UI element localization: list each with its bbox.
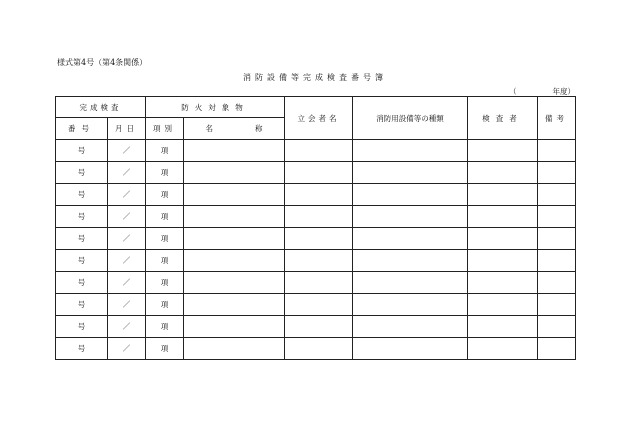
row-category-cell[interactable]: 項 xyxy=(146,338,184,360)
row-date-cell[interactable]: ／ xyxy=(108,184,146,206)
row-inspector-cell[interactable] xyxy=(468,184,538,206)
table-row xyxy=(56,184,576,206)
row-equipment-type-cell[interactable] xyxy=(353,316,468,338)
row-witness-cell[interactable] xyxy=(285,206,353,228)
row-equipment-type-cell[interactable] xyxy=(353,250,468,272)
header-equipment-type: 消防用設備等の種類 xyxy=(353,97,468,140)
table-row xyxy=(56,140,576,162)
row-name-cell[interactable] xyxy=(184,294,285,316)
row-equipment-type-cell[interactable] xyxy=(353,338,468,360)
row-number-cell[interactable]: 号 xyxy=(56,140,108,162)
row-date-cell[interactable]: ／ xyxy=(108,272,146,294)
table-row xyxy=(56,316,576,338)
row-category-cell[interactable]: 項 xyxy=(146,206,184,228)
header-name xyxy=(184,118,285,140)
row-equipment-type-cell[interactable] xyxy=(353,206,468,228)
table-row xyxy=(56,294,576,316)
row-witness-cell[interactable] xyxy=(285,294,353,316)
row-category-cell[interactable]: 項 xyxy=(146,272,184,294)
row-number-cell[interactable]: 号 xyxy=(56,316,108,338)
row-witness-cell[interactable] xyxy=(285,184,353,206)
row-inspector-cell[interactable] xyxy=(468,294,538,316)
row-equipment-type-cell[interactable] xyxy=(353,228,468,250)
row-equipment-type-cell[interactable] xyxy=(353,184,468,206)
table-row xyxy=(56,250,576,272)
row-category-cell[interactable]: 項 xyxy=(146,316,184,338)
row-witness-cell[interactable] xyxy=(285,228,353,250)
row-inspector-cell[interactable] xyxy=(468,140,538,162)
row-number-cell[interactable]: 号 xyxy=(56,206,108,228)
row-name-cell[interactable] xyxy=(184,140,285,162)
table-row xyxy=(56,338,576,360)
header-category: 項別 xyxy=(146,118,184,140)
row-equipment-type-cell[interactable] xyxy=(353,162,468,184)
row-witness-cell[interactable] xyxy=(285,316,353,338)
row-category-cell[interactable]: 項 xyxy=(146,250,184,272)
row-number-cell[interactable]: 号 xyxy=(56,294,108,316)
row-inspector-cell[interactable] xyxy=(468,206,538,228)
row-remarks-cell[interactable] xyxy=(538,184,576,206)
row-remarks-cell[interactable] xyxy=(538,228,576,250)
row-name-cell[interactable] xyxy=(184,162,285,184)
row-remarks-cell[interactable] xyxy=(538,294,576,316)
row-remarks-cell[interactable] xyxy=(538,162,576,184)
header-witness: 立会者名 xyxy=(285,97,353,140)
row-number-cell[interactable]: 号 xyxy=(56,184,108,206)
row-number-cell[interactable]: 号 xyxy=(56,272,108,294)
row-remarks-cell[interactable] xyxy=(538,316,576,338)
header-date: 月日 xyxy=(108,118,146,140)
row-category-cell[interactable]: 項 xyxy=(146,140,184,162)
row-category-cell[interactable]: 項 xyxy=(146,162,184,184)
table-row xyxy=(56,206,576,228)
row-date-cell[interactable]: ／ xyxy=(108,162,146,184)
row-category-cell[interactable]: 項 xyxy=(146,184,184,206)
row-equipment-type-cell[interactable] xyxy=(353,140,468,162)
row-remarks-cell[interactable] xyxy=(538,338,576,360)
row-date-cell[interactable]: ／ xyxy=(108,338,146,360)
row-category-cell[interactable]: 項 xyxy=(146,294,184,316)
row-remarks-cell[interactable] xyxy=(538,250,576,272)
row-witness-cell[interactable] xyxy=(285,250,353,272)
header-fire-object: 防火対象物 xyxy=(146,97,285,118)
table-row xyxy=(56,228,576,250)
row-number-cell[interactable]: 号 xyxy=(56,228,108,250)
form-number-label: 様式第4号（第4条関係） xyxy=(57,58,148,67)
register-body xyxy=(56,140,576,360)
row-name-cell[interactable] xyxy=(184,228,285,250)
header-inspector: 検査者 xyxy=(468,97,538,140)
table-row xyxy=(56,162,576,184)
row-number-cell[interactable]: 号 xyxy=(56,162,108,184)
table-row xyxy=(56,272,576,294)
row-inspector-cell[interactable] xyxy=(468,162,538,184)
row-remarks-cell[interactable] xyxy=(538,140,576,162)
row-name-cell[interactable] xyxy=(184,250,285,272)
row-inspector-cell[interactable] xyxy=(468,250,538,272)
row-date-cell[interactable]: ／ xyxy=(108,294,146,316)
row-witness-cell[interactable] xyxy=(285,162,353,184)
header-name-second-char: 称 xyxy=(255,124,263,133)
row-name-cell[interactable] xyxy=(184,206,285,228)
row-date-cell[interactable]: ／ xyxy=(108,316,146,338)
row-inspector-cell[interactable] xyxy=(468,316,538,338)
header-number: 番号 xyxy=(56,118,108,140)
row-witness-cell[interactable] xyxy=(285,338,353,360)
row-witness-cell[interactable] xyxy=(285,140,353,162)
row-name-cell[interactable] xyxy=(184,338,285,360)
row-category-cell[interactable]: 項 xyxy=(146,228,184,250)
row-number-cell[interactable]: 号 xyxy=(56,338,108,360)
inspection-register-table xyxy=(55,96,576,360)
row-witness-cell[interactable] xyxy=(285,272,353,294)
row-name-cell[interactable] xyxy=(184,272,285,294)
row-number-cell[interactable]: 号 xyxy=(56,250,108,272)
page-title: 消防設備等完成検査番号簿 xyxy=(243,73,387,82)
row-inspector-cell[interactable] xyxy=(468,272,538,294)
year-open-paren: （ xyxy=(509,87,517,96)
row-name-cell[interactable] xyxy=(184,184,285,206)
row-date-cell[interactable]: ／ xyxy=(108,206,146,228)
row-equipment-type-cell[interactable] xyxy=(353,272,468,294)
header-remarks: 備考 xyxy=(538,97,576,140)
row-date-cell[interactable]: ／ xyxy=(108,250,146,272)
row-name-cell[interactable] xyxy=(184,316,285,338)
row-remarks-cell[interactable] xyxy=(538,206,576,228)
header-name-first-char: 名 xyxy=(205,124,213,133)
header-completion-inspection: 完成検査 xyxy=(56,97,146,118)
row-date-cell[interactable]: ／ xyxy=(108,228,146,250)
year-label: 年度） xyxy=(552,87,575,96)
row-equipment-type-cell[interactable] xyxy=(353,294,468,316)
row-date-cell[interactable]: ／ xyxy=(108,140,146,162)
row-inspector-cell[interactable] xyxy=(468,338,538,360)
row-inspector-cell[interactable] xyxy=(468,228,538,250)
row-remarks-cell[interactable] xyxy=(538,272,576,294)
